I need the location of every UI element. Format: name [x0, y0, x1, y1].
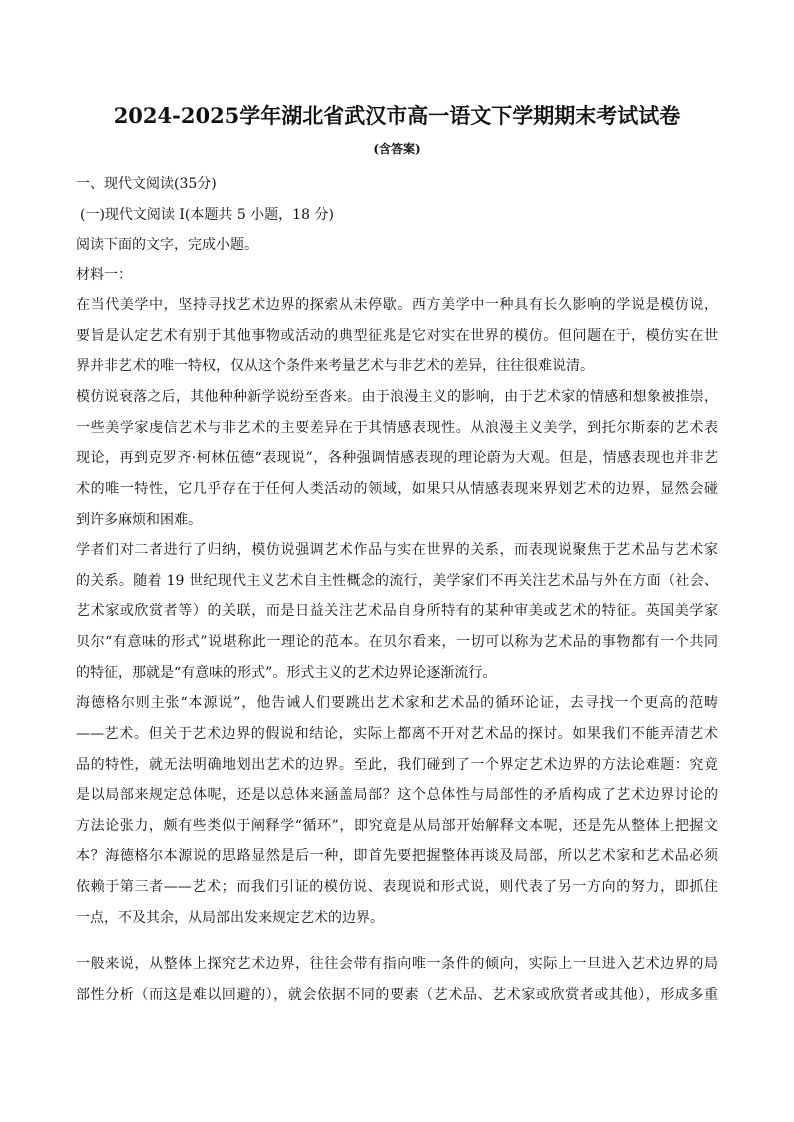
body-line: 术的唯一特性，它几乎存在于任何人类活动的领域，如果只从情感表现来界划艺术的边界，显然会碰: [76, 481, 718, 497]
body-line: 现论，再到克罗齐·柯林伍德“表现说”，各种强调情感表现的理论蔚为大观。但是，情感表现也并非艺: [76, 450, 718, 466]
body-line: 是以局部来规定总体呢，还是以总体来涵盖局部？这个总体性与局部性的矛盾构成了艺术边界讨论的: [76, 787, 718, 803]
body-line: 学者们对二者进行了归纳，模仿说强调艺术作品与实在世界的关系，而表现说聚焦于艺术品与艺术家: [76, 542, 718, 558]
body-line: ——艺术。但关于艺术边界的假说和结论，实际上都离不开对艺术品的探讨。如果我们不能弄清艺术: [76, 726, 718, 742]
body-line: 海德格尔则主张“本源说”，他告诫人们要跳出艺术家和艺术品的循环论证，去寻找一个更高的范畴: [76, 695, 718, 711]
body-line: 的关系。随着 19 世纪现代主义艺术自主性概念的流行，美学家们不再关注艺术品与外在方面（社会、: [76, 573, 718, 589]
section-heading: 一、现代文阅读(35分): [76, 176, 217, 192]
body-line: 界并非艺术的唯一特权，仅从这个条件来考量艺术与非艺术的差异，往往很难说清。: [76, 358, 594, 374]
page-subtitle: (含答案): [373, 142, 421, 156]
body-line: 一点，不及其余，从局部出发来规定艺术的边界。: [76, 910, 384, 926]
body-line: 一般来说，从整体上探究艺术边界，往往会带有指向唯一条件的倾向，实际上一旦进入艺术边界的局: [76, 956, 718, 972]
body-line: 艺术家或欣赏者等）的关联，而是日益关注艺术品自身所特有的某种审美或艺术的特征。英国美学家: [76, 603, 718, 619]
body-line: 的特征，那就是“有意味的形式”。形式主义的艺术边界论逐渐流行。: [76, 665, 497, 681]
body-line: 要旨是认定艺术有别于其他事物或活动的典型征兆是它对实在世界的模仿。但问题在于，模仿实在世: [76, 328, 718, 344]
body-line: 模仿说衰落之后，其他种种新学说纷至沓来。由于浪漫主义的影响，由于艺术家的情感和想象被推崇，: [76, 389, 718, 405]
body-line: 到许多麻烦和困难。: [76, 512, 202, 528]
page-title: 2024-2025学年湖北省武汉市高一语文下学期期末考试试卷: [113, 103, 681, 128]
instruction-text: 阅读下面的文字，完成小题。: [76, 237, 258, 253]
body-line: 本？海德格尔本源说的思路显然是后一种，即首先要把握整体再谈及局部，所以艺术家和艺术品必须: [76, 848, 718, 864]
body-line: 部性分析（而这是难以回避的），就会依据不同的要素（艺术品、艺术家或欣赏者或其他），形成多重: [76, 987, 718, 1003]
body-line: 依赖于第三者——艺术；而我们引证的模仿说、表现说和形式说，则代表了另一方向的努力，即抓住: [76, 879, 718, 895]
body-line: 在当代美学中，坚持寻找艺术边界的探索从未停歇。西方美学中一种具有长久影响的学说是模仿说，: [76, 297, 718, 313]
subsection-heading: (一)现代文阅读 I(本题共 5 小题，18 分): [80, 207, 334, 223]
body-line: 贝尔“有意味的形式”说堪称此一理论的范本。在贝尔看来，一切可以称为艺术品的事物都有一个共同: [76, 634, 718, 650]
material-label: 材料一：: [76, 267, 132, 283]
body-line: 方法论张力，颇有些类似于阐释学“循环”，即究竟是从局部开始解释文本呢，还是先从整体上把握文: [76, 818, 718, 834]
body-line: 一些美学家虔信艺术与非艺术的主要差异在于其情感表现性。从浪漫主义美学，到托尔斯泰的艺术表: [76, 420, 718, 436]
body-line: 品的特性，就无法明确地划出艺术的边界。至此，我们碰到了一个界定艺术边界的方法论难题：究竟: [76, 757, 718, 773]
